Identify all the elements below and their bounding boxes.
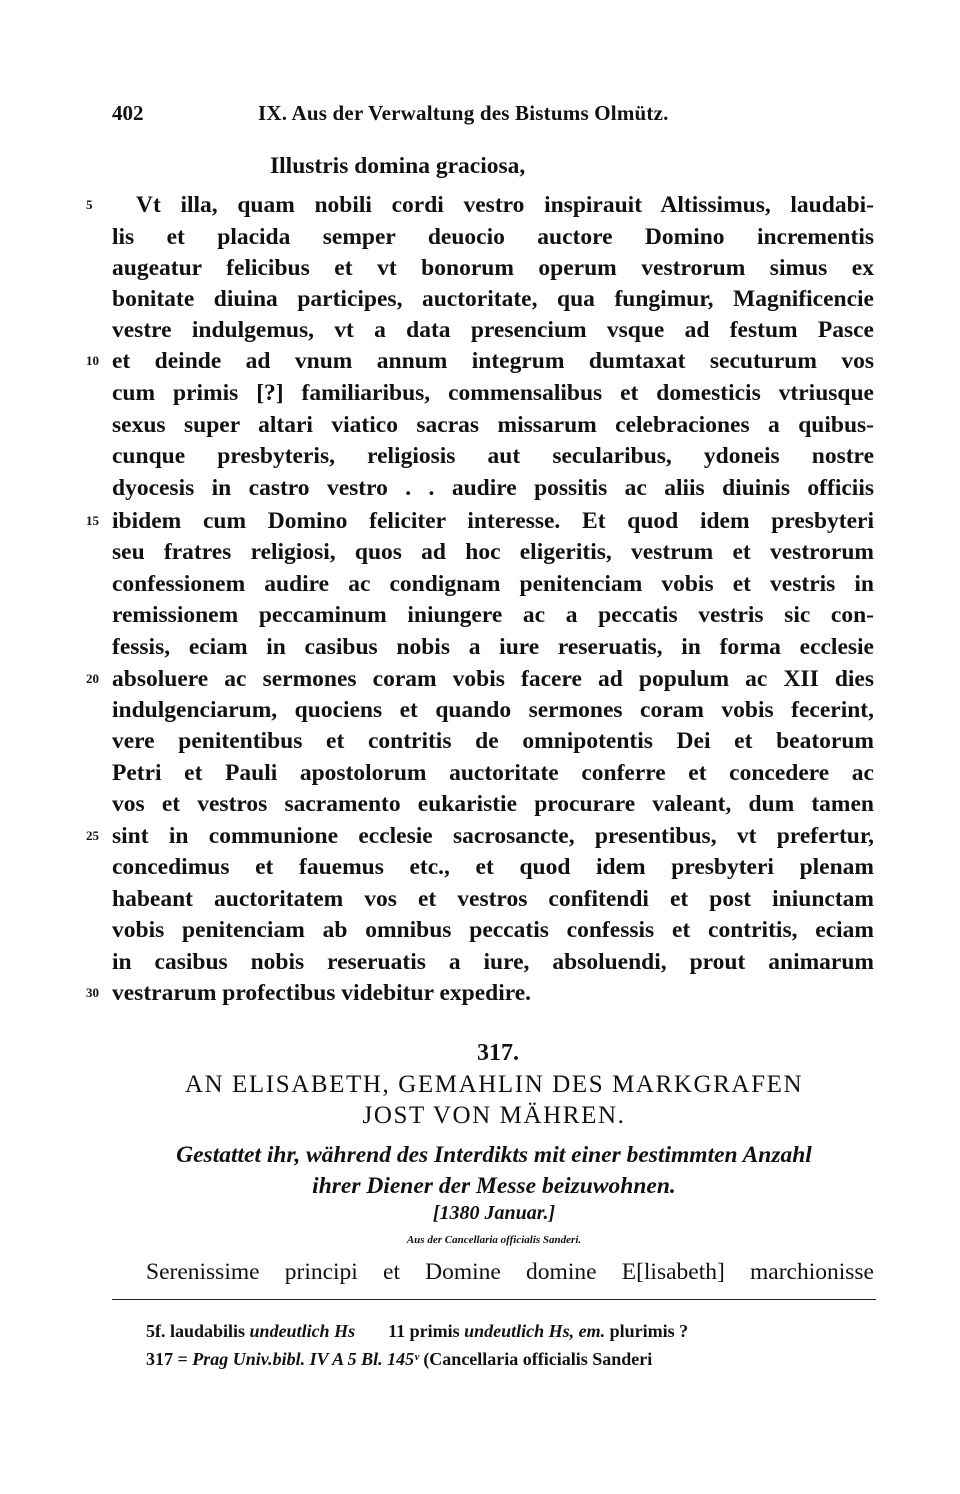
salutation: Illustris domina graciosa, [270,153,526,179]
text-line: Petri et Pauli apostolorum auctoritate conferre et concedere ac [112,760,874,786]
text-line: sexus super altari viatico sacras missarum celebraciones a quibus- [112,412,874,438]
text-line: confessionem audire ac condignam penitenciam vobis et vestris in [112,571,874,597]
text-line: seu fratres religiosi, quos ad hoc eligeritis, vestrum et vestrorum [112,539,874,565]
text-line: dyocesis in castro vestro . . audire possitis ac aliis diuinis officiis [112,475,874,501]
text-line: cunque presbyteris, religiosis aut secularibus, ydoneis nostre [112,443,874,469]
text-line: remissionem peccaminum iniungere ac a peccatis vestris sic con- [112,602,874,628]
line-number: 15 [86,513,99,528]
text-line: concedimus et fauemus etc., et quod idem presbyteri plenam [112,854,874,880]
text-line: vestre indulgemus, vt a data presencium vsque ad festum Pasce [112,317,874,343]
text-line: vobis penitenciam ab omnibus peccatis confessis et contritis, eciam [112,917,874,943]
running-title: IX. Aus der Verwaltung des Bistums Olmütz. [258,101,669,125]
text-line: augeatur felicibus et vt bonorum operum vestrorum simus ex [112,255,874,281]
footnote-line [146,1318,874,1344]
text-line: absoluere ac sermones coram vobis facere ad populum ac XII dies [112,666,874,692]
document-number: 317. [477,1040,519,1066]
line-number: 10 [86,353,99,368]
footnote-note: Prag Univ.bibl. IV A 5 Bl. 145ᵛ [192,1349,419,1369]
footnote-divider [112,1299,876,1300]
text-line: vere penitentibus et contritis de omnipotentis Dei et beatorum [112,728,874,754]
running-header [112,101,882,131]
text-line: vos et vestros sacramento eukaristie procurare valeant, dum tamen [112,791,874,817]
regest: ihrer Diener der Messe beizuwohnen. [312,1173,676,1199]
text-line: cum primis [?] familiaribus, commensalibus et domesticis vtriusque [112,380,874,406]
footnote-note: undeutlich Hs, em. [464,1321,606,1341]
text-line: in casibus nobis reseruatis a iure, absoluendi, prout animarum [112,949,874,975]
footnote-line [146,1346,874,1372]
footnote-note: undeutlich Hs [249,1321,356,1341]
footnote-text: plurimis ? [609,1321,689,1341]
text-line: et deinde ad vnum annum integrum dumtaxat secuturum vos [112,348,874,374]
line-number: 25 [86,828,99,843]
footnote-ref: 317 = [146,1349,188,1369]
footnote-ref: 5f. laudabilis [146,1321,246,1341]
text-line: sint in communione ecclesie sacrosancte, presentibus, vt prefertur, [112,823,874,849]
text-line: lis et placida semper deuocio auctore Domino incrementis [112,224,874,250]
text-line: indulgenciarum, quociens et quando sermones coram vobis fecerint, [112,697,874,723]
text-line: bonitate diuina participes, auctoritate, qua fungimur, Magnificencie [112,286,874,312]
footnote-text: (Cancellaria officialis Sanderi [423,1349,653,1369]
line-number: 30 [86,985,99,1000]
text-line: habeant auctoritatem vos et vestros confitendi et post iniunctam [112,886,874,912]
address-line: Serenissime principi et Domine domine E[lisabeth] marchionisse [146,1259,874,1285]
text-line: ibidem cum Domino feliciter interesse. Et quod idem presbyteri [112,508,874,534]
regest: Gestattet ihr, während des Interdikts mit einer bestimmten Anzahl [176,1142,812,1168]
line-number: 20 [86,671,99,686]
document-title: JOST VON MÄHREN. [362,1102,626,1129]
text-line: Vt illa, quam nobili cordi vestro inspirauit Altissimus, laudabi- [136,192,874,218]
text-line: vestrarum profectibus videbitur expedire. [112,980,532,1006]
line-number: 5 [86,197,93,212]
footnote-ref: 11 primis [388,1321,460,1341]
page-number: 402 [112,101,144,125]
text-line: fessis, eciam in casibus nobis a iure reseruatis, in forma ecclesie [112,634,874,660]
document-title: AN ELISABETH, GEMAHLIN DES MARKGRAFEN [184,1071,804,1098]
document-date: [1380 Januar.] [432,1202,556,1224]
source-note: Aus der Cancellaria officialis Sanderi. [406,1234,582,1246]
